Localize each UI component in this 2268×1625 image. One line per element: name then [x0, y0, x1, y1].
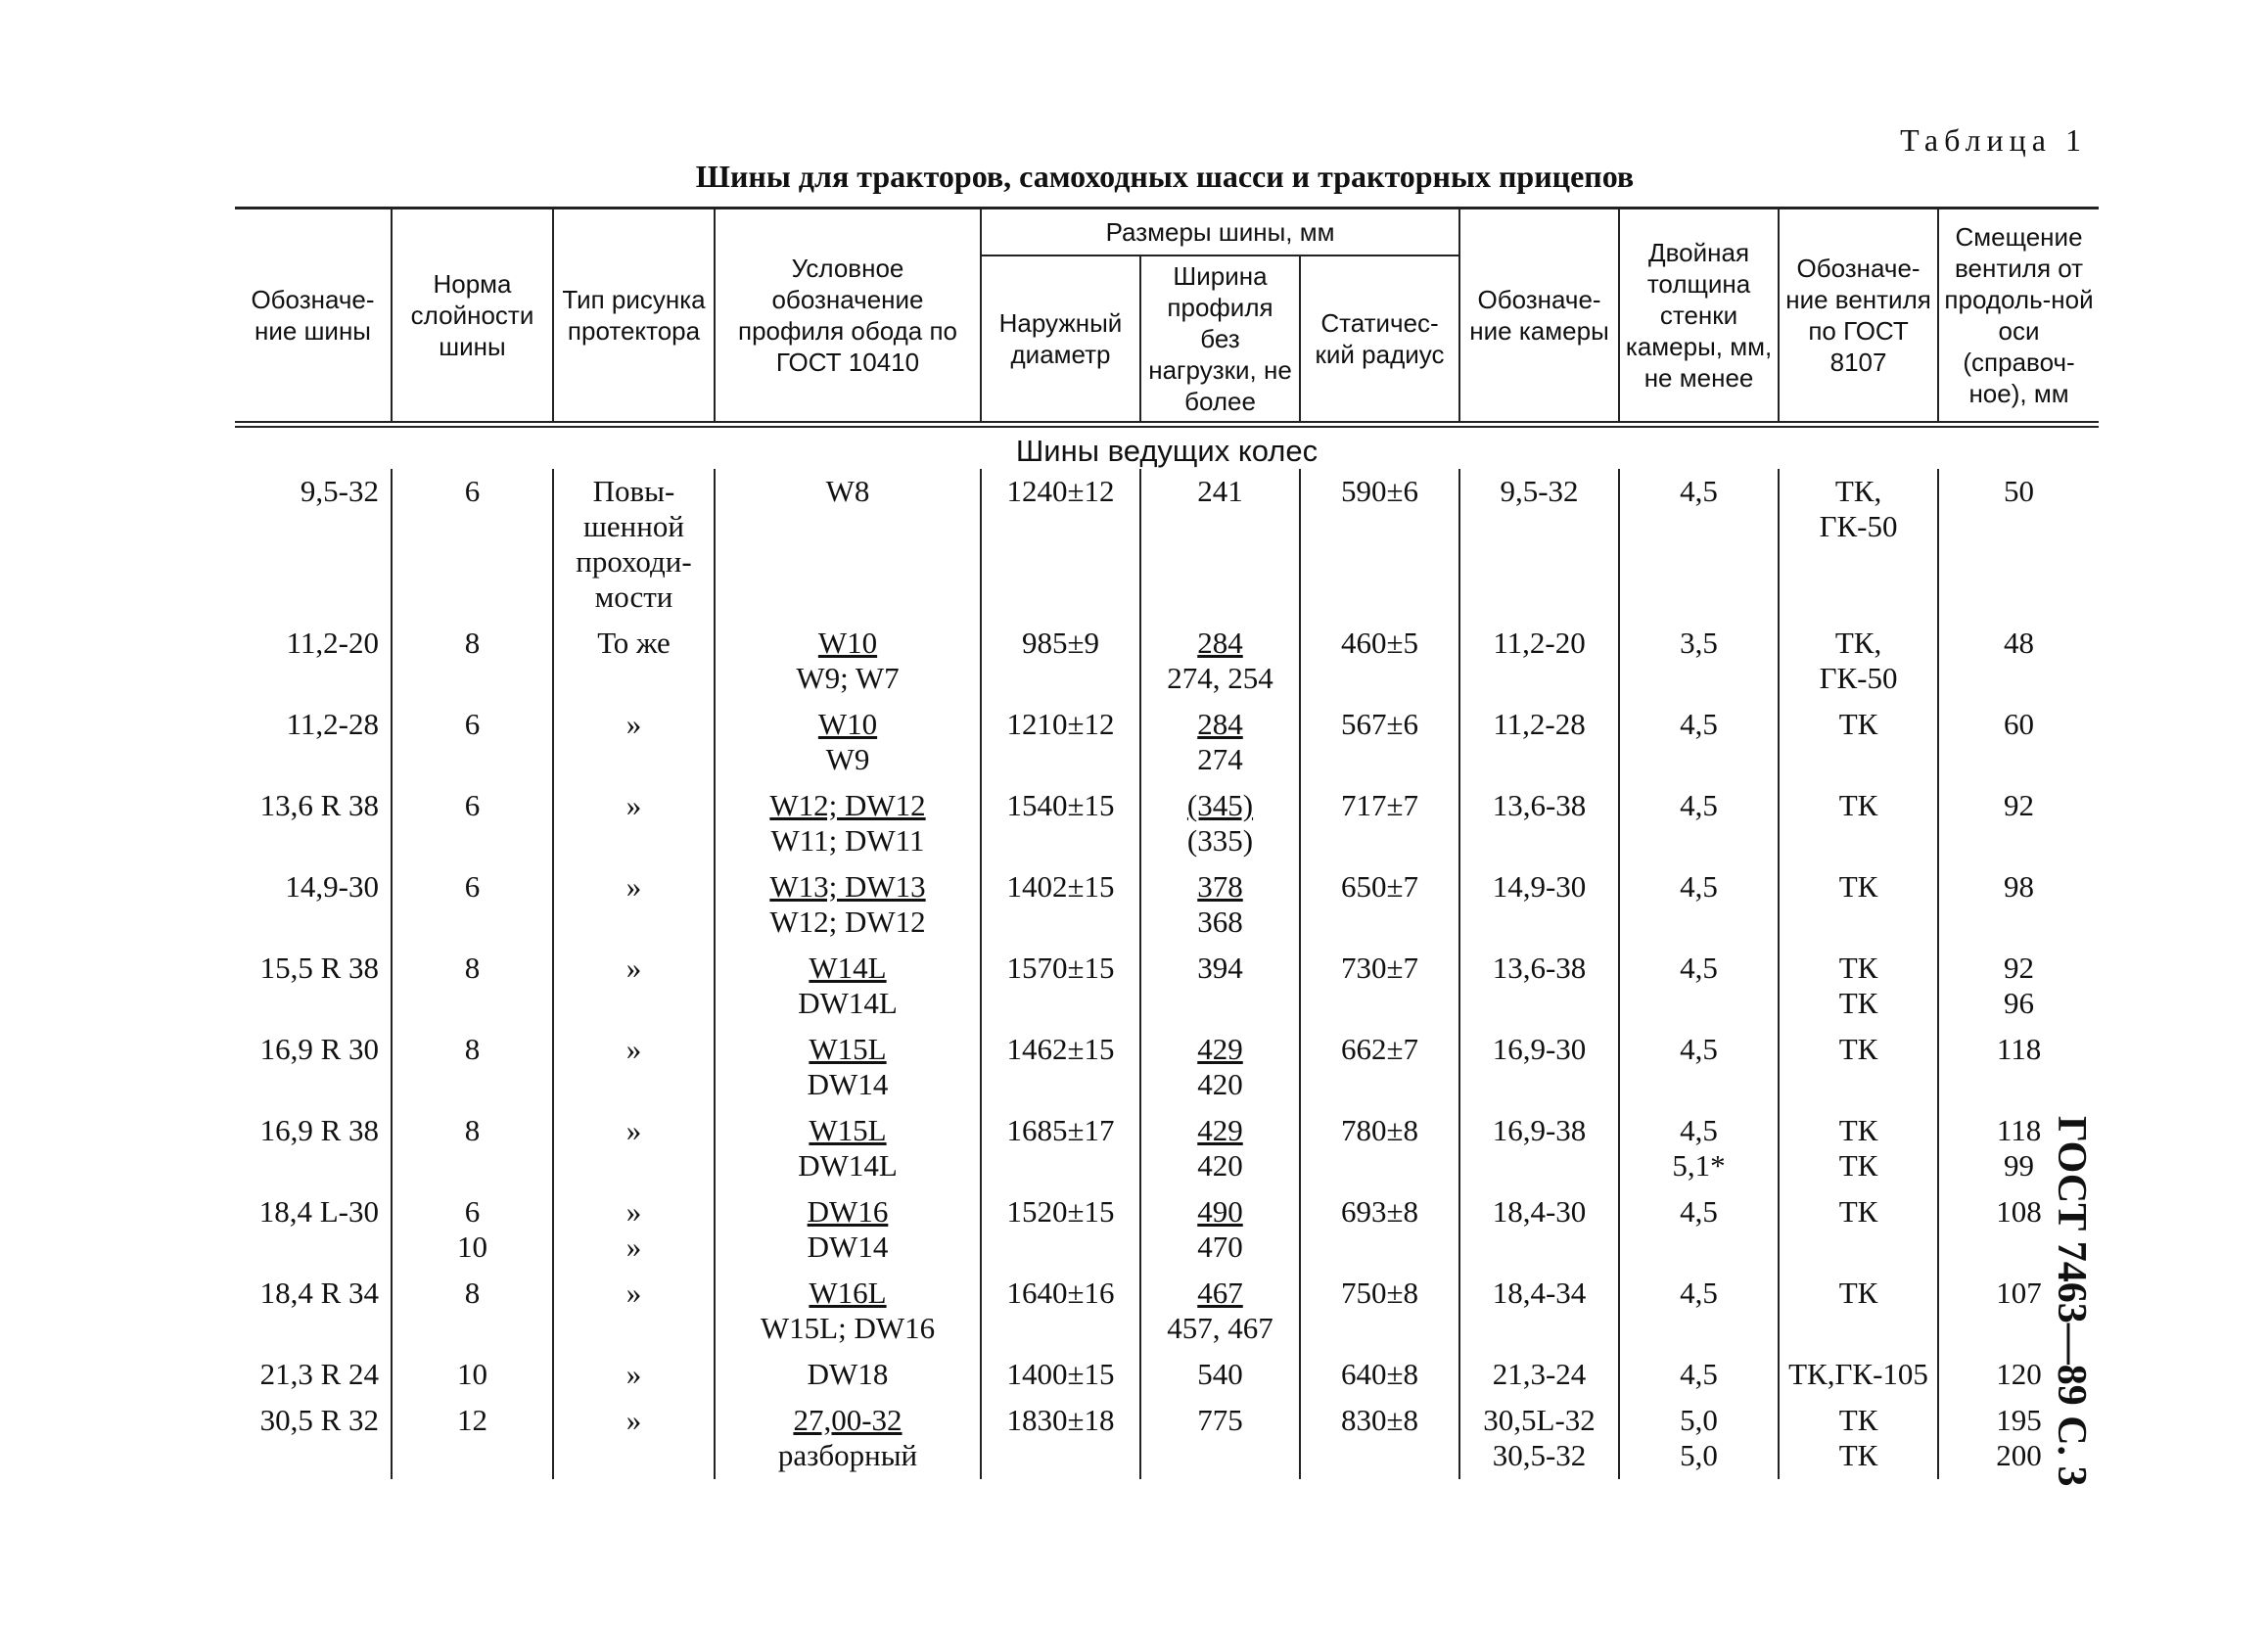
cell-section-width: [1140, 1352, 1300, 1398]
cell-outer-diameter: 1830±18: [981, 1398, 1140, 1479]
cell-tread-pattern-line: То же: [597, 626, 671, 660]
cell-ply-rating: [392, 1398, 553, 1479]
cell-valve-line: ТК: [1838, 788, 1878, 822]
cell-section-width-top: (345): [1186, 788, 1254, 822]
cell-outer-diameter: 1400±15: [981, 1352, 1140, 1398]
cell-rim-profile: [715, 1108, 981, 1189]
cell-valve-offset: [1938, 702, 2099, 783]
cell-rim-profile-top: W15L: [809, 1113, 887, 1147]
cell-tread-pattern-line: »: [625, 788, 642, 822]
cell-valve-offset-line: 96: [2004, 986, 2035, 1020]
cell-outer-diameter: 1462±15: [981, 1027, 1140, 1108]
cell-section-width-bottom: 457, 467: [1167, 1311, 1273, 1345]
cell-tread-pattern: [553, 702, 715, 783]
cell-valve-offset: [1938, 469, 2099, 621]
cell-tread-pattern-line: »: [625, 869, 642, 904]
cell-tube-line: 11,2-20: [1493, 626, 1586, 660]
cell-tread-pattern-line: »: [625, 1276, 642, 1310]
header-wall-thickness: Двойная толщина стенки камеры, мм, не менее: [1619, 209, 1779, 425]
cell-ply-rating: [392, 864, 553, 946]
cell-valve-line: ГК-50: [1819, 661, 1898, 695]
cell-tread-pattern-line: »: [625, 951, 642, 985]
cell-rim-profile: [715, 469, 981, 621]
table-row: [235, 1108, 2099, 1189]
cell-outer-diameter: 985±9: [981, 621, 1140, 702]
cell-valve: [1779, 864, 1938, 946]
cell-section-width: [1140, 783, 1300, 864]
cell-tire-designation: 21,3 R 24: [259, 1357, 379, 1391]
cell-section-width: [1140, 1398, 1300, 1479]
cell-rim-profile: [715, 1027, 981, 1108]
cell-static-radius: 460±5: [1300, 621, 1459, 702]
cell-tube-line: 16,9-38: [1492, 1113, 1587, 1147]
cell-section-width: [1140, 1271, 1300, 1352]
cell-valve: [1779, 621, 1938, 702]
cell-wall-thickness-line: 4,5: [1680, 1032, 1718, 1066]
cell-section-width-bottom: (335): [1186, 823, 1254, 858]
cell-wall-thickness-line: 4,5: [1680, 1113, 1718, 1147]
cell-outer-diameter: 1540±15: [981, 783, 1140, 864]
cell-static-radius: 780±8: [1300, 1108, 1459, 1189]
cell-ply-rating-line: 6: [464, 474, 481, 508]
cell-tire-designation: 30,5 R 32: [259, 1403, 379, 1437]
cell-rim-profile-bottom: W15L; DW16: [760, 1311, 936, 1345]
cell-valve: [1779, 1108, 1938, 1189]
cell-valve-offset-line: 118: [1996, 1113, 2042, 1147]
cell-tread-pattern-line: проходи-: [576, 544, 692, 579]
cell-valve-line: ТК: [1838, 986, 1878, 1020]
cell-wall-thickness-line: 4,5: [1680, 951, 1718, 985]
cell-tube: [1459, 864, 1619, 946]
cell-tread-pattern: [553, 1189, 715, 1271]
cell-section-width: [1140, 621, 1300, 702]
cell-outer-diameter: 1240±12: [981, 469, 1140, 621]
cell-static-radius: 650±7: [1300, 864, 1459, 946]
cell-wall-thickness-line: 4,5: [1680, 1276, 1718, 1310]
cell-rim-profile: [715, 621, 981, 702]
header-rim-profile: Условное обозначение профиля обода по ГОСТ 10410: [715, 209, 981, 425]
cell-tire-designation: 9,5-32: [300, 474, 379, 508]
cell-wall-thickness: [1619, 783, 1779, 864]
cell-ply-rating-line: 10: [457, 1230, 487, 1264]
cell-tread-pattern: [553, 621, 715, 702]
cell-tube: [1459, 946, 1619, 1027]
cell-rim-profile-bottom: DW14L: [798, 986, 898, 1020]
cell-valve-offset-line: 92: [2004, 788, 2035, 822]
cell-valve-line: ТК: [1838, 1148, 1878, 1183]
header-static-radius: Статичес-кий радиус: [1300, 255, 1459, 425]
cell-valve-offset-line: 98: [2004, 869, 2035, 904]
cell-tire-designation: 15,5 R 38: [259, 951, 379, 985]
cell-tube-line: 13,6-38: [1492, 788, 1587, 822]
cell-ply-rating: [392, 469, 553, 621]
cell-ply-rating: [392, 702, 553, 783]
cell-tube-line: 18,4-30: [1492, 1194, 1587, 1229]
cell-valve-offset: [1938, 946, 2099, 1027]
cell-section-width-top: 394: [1197, 951, 1243, 985]
cell-wall-thickness: [1619, 1271, 1779, 1352]
cell-section-width-top: 540: [1197, 1357, 1243, 1391]
cell-tread-pattern: [553, 1398, 715, 1479]
cell-wall-thickness: [1619, 864, 1779, 946]
cell-rim-profile: [715, 1189, 981, 1271]
cell-tube: [1459, 469, 1619, 621]
cell-ply-rating-line: 6: [464, 869, 481, 904]
cell-ply-rating-line: 8: [464, 626, 481, 660]
cell-tread-pattern-line: Повы-: [592, 474, 675, 508]
cell-section-width-top: 241: [1197, 474, 1243, 508]
cell-static-radius: 717±7: [1300, 783, 1459, 864]
table-row: [235, 783, 2099, 864]
table-row: [235, 1189, 2099, 1271]
cell-static-radius: 830±8: [1300, 1398, 1459, 1479]
cell-rim-profile-top: DW18: [807, 1357, 889, 1391]
cell-valve-line: ТК,ГК-105: [1788, 1357, 1928, 1391]
cell-section-width: [1140, 1108, 1300, 1189]
cell-tube: [1459, 1352, 1619, 1398]
cell-valve-offset: [1938, 1189, 2099, 1271]
cell-rim-profile: [715, 783, 981, 864]
cell-rim-profile: [715, 1398, 981, 1479]
cell-tube: [1459, 783, 1619, 864]
cell-rim-profile-top: 27,00-32: [793, 1403, 903, 1437]
table-label: Таблица 1: [1900, 122, 2087, 158]
cell-ply-rating-line: 6: [464, 1194, 481, 1229]
cell-section-width-bottom: 420: [1197, 1148, 1243, 1183]
cell-tube: [1459, 1027, 1619, 1108]
cell-section-width: [1140, 946, 1300, 1027]
cell-tread-pattern: [553, 1027, 715, 1108]
cell-tread-pattern: [553, 864, 715, 946]
cell-valve: [1779, 1352, 1938, 1398]
cell-section-width-bottom: 368: [1197, 905, 1243, 939]
table-row: [235, 621, 2099, 702]
cell-valve: [1779, 1398, 1938, 1479]
cell-tube-line: 30,5L-32: [1483, 1403, 1596, 1437]
cell-static-radius: 750±8: [1300, 1271, 1459, 1352]
cell-wall-thickness: [1619, 1189, 1779, 1271]
table-row: [235, 1027, 2099, 1108]
cell-valve-line: ТК: [1838, 1194, 1878, 1229]
cell-tread-pattern-line: »: [625, 1032, 642, 1066]
cell-valve-offset-line: 99: [2004, 1148, 2035, 1183]
cell-valve-offset-line: 195: [1996, 1403, 2042, 1437]
cell-valve-line: ТК: [1838, 1032, 1878, 1066]
cell-section-width-bottom: 274: [1197, 742, 1243, 776]
cell-static-radius: 730±7: [1300, 946, 1459, 1027]
cell-rim-profile-top: W12; DW12: [769, 788, 926, 822]
header-tread-pattern: Тип рисунка протектора: [553, 209, 715, 425]
cell-static-radius: 693±8: [1300, 1189, 1459, 1271]
cell-tire-designation: 14,9-30: [285, 869, 379, 904]
cell-rim-profile-bottom: DW14: [807, 1230, 889, 1264]
cell-tire-designation: 18,4 L-30: [258, 1194, 379, 1229]
cell-ply-rating-line: 8: [464, 1276, 481, 1310]
table-body: [235, 425, 2099, 1480]
cell-tread-pattern-line: »: [625, 1403, 642, 1437]
cell-rim-profile-bottom: W11; DW11: [770, 823, 925, 858]
cell-rim-profile-top: W13; DW13: [769, 869, 926, 904]
cell-wall-thickness: [1619, 946, 1779, 1027]
cell-section-width-bottom: 470: [1197, 1230, 1243, 1264]
cell-rim-profile: [715, 1271, 981, 1352]
cell-wall-thickness: [1619, 1027, 1779, 1108]
header-outer-diameter: Наружный диаметр: [981, 255, 1140, 425]
cell-tube: [1459, 621, 1619, 702]
cell-valve-offset-line: 60: [2004, 707, 2035, 741]
cell-ply-rating-line: 8: [464, 951, 481, 985]
cell-tread-pattern-line: »: [625, 1357, 642, 1391]
cell-wall-thickness-line: 4,5: [1680, 474, 1718, 508]
header-sizes-group: Размеры шины, мм: [981, 209, 1459, 256]
cell-rim-profile-bottom: разборный: [777, 1438, 918, 1472]
cell-tread-pattern: [553, 1271, 715, 1352]
cell-section-width-top: 429: [1197, 1032, 1243, 1066]
cell-ply-rating-line: 10: [457, 1357, 487, 1391]
cell-tube-line: 13,6-38: [1492, 951, 1587, 985]
cell-valve-line: ТК: [1838, 951, 1878, 985]
cell-tube-line: 16,9-30: [1492, 1032, 1587, 1066]
cell-static-radius: 640±8: [1300, 1352, 1459, 1398]
cell-valve: [1779, 1189, 1938, 1271]
cell-valve-line: ТК: [1838, 1113, 1878, 1147]
cell-ply-rating-line: 6: [464, 707, 481, 741]
cell-valve-offset-line: 108: [1996, 1194, 2042, 1229]
cell-ply-rating: [392, 1189, 553, 1271]
cell-valve: [1779, 1271, 1938, 1352]
cell-tube: [1459, 702, 1619, 783]
cell-tread-pattern-line: »: [625, 1230, 642, 1264]
cell-valve-offset-line: 107: [1996, 1276, 2042, 1310]
cell-tire-designation: 18,4 R 34: [259, 1276, 379, 1310]
cell-tread-pattern: [553, 1108, 715, 1189]
cell-valve: [1779, 1027, 1938, 1108]
cell-valve: [1779, 946, 1938, 1027]
cell-wall-thickness-line: 5,0: [1680, 1438, 1718, 1472]
cell-tube-line: 21,3-24: [1492, 1357, 1587, 1391]
cell-ply-rating: [392, 946, 553, 1027]
cell-ply-rating: [392, 1352, 553, 1398]
cell-ply-rating: [392, 1027, 553, 1108]
cell-valve-line: ТК: [1838, 707, 1878, 741]
cell-valve-offset-line: 118: [1996, 1032, 2042, 1066]
table-title: Шины для тракторов, самоходных шасси и тракторных прицепов: [695, 159, 1635, 194]
cell-section-width: [1140, 702, 1300, 783]
cell-ply-rating-line: 8: [464, 1113, 481, 1147]
cell-ply-rating-line: 12: [457, 1403, 487, 1437]
cell-valve-offset: [1938, 621, 2099, 702]
cell-valve-line: ТК: [1838, 1276, 1878, 1310]
cell-outer-diameter: 1520±15: [981, 1189, 1140, 1271]
cell-valve-offset-line: 200: [1996, 1438, 2042, 1472]
cell-valve: [1779, 702, 1938, 783]
cell-section-width: [1140, 1027, 1300, 1108]
cell-valve-line: ТК,: [1834, 474, 1882, 508]
cell-tube: [1459, 1108, 1619, 1189]
cell-wall-thickness: [1619, 1108, 1779, 1189]
cell-valve-offset-line: 120: [1996, 1357, 2042, 1391]
cell-tire-designation: 11,2-20: [286, 626, 379, 660]
header-valve: Обозначе-ние вентиля по ГОСТ 8107: [1779, 209, 1938, 425]
cell-wall-thickness-line: 4,5: [1680, 1357, 1718, 1391]
cell-rim-profile-bottom: DW14L: [798, 1148, 898, 1183]
cell-tread-pattern-line: »: [625, 1113, 642, 1147]
cell-valve: [1779, 469, 1938, 621]
cell-wall-thickness-line: 3,5: [1680, 626, 1718, 660]
table-row: [235, 469, 2099, 621]
cell-wall-thickness-line: 5,1*: [1672, 1148, 1726, 1183]
cell-valve-offset: [1938, 1271, 2099, 1352]
table-row: [235, 702, 2099, 783]
cell-rim-profile-top: W14L: [809, 951, 887, 985]
cell-static-radius: 567±6: [1300, 702, 1459, 783]
side-page-label: ГОСТ 7463—89 С. 3: [2049, 1116, 2094, 1487]
cell-wall-thickness-line: 5,0: [1680, 1403, 1718, 1437]
cell-section-width-top: 429: [1197, 1113, 1243, 1147]
cell-tire-designation: 16,9 R 38: [259, 1113, 379, 1147]
cell-tire-designation: 13,6 R 38: [259, 788, 379, 822]
cell-tube: [1459, 1271, 1619, 1352]
cell-rim-profile-top: DW16: [807, 1194, 889, 1229]
cell-wall-thickness-line: 4,5: [1680, 788, 1718, 822]
table-row: [235, 946, 2099, 1027]
cell-rim-profile-bottom: DW14: [807, 1067, 889, 1101]
header-section-width: Ширина профиля без нагрузки, не более: [1140, 255, 1300, 425]
header-valve-offset: Смещение вентиля от продоль-ной оси (справоч-ное), мм: [1938, 209, 2099, 425]
cell-valve-line: ГК-50: [1819, 509, 1898, 543]
cell-ply-rating-line: 6: [464, 788, 481, 822]
cell-wall-thickness-line: 4,5: [1680, 1194, 1718, 1229]
cell-wall-thickness: [1619, 469, 1779, 621]
cell-ply-rating-line: 8: [464, 1032, 481, 1066]
cell-tread-pattern: [553, 469, 715, 621]
table-row: [235, 1271, 2099, 1352]
cell-rim-profile-top: W16L: [809, 1276, 887, 1310]
cell-tube-line: 9,5-32: [1500, 474, 1579, 508]
header-ply-rating: Норма слойности шины: [392, 209, 553, 425]
cell-tire-designation: 11,2-28: [286, 707, 379, 741]
cell-ply-rating: [392, 1108, 553, 1189]
cell-rim-profile: [715, 946, 981, 1027]
cell-section-width-top: 284: [1197, 626, 1243, 660]
cell-outer-diameter: 1210±12: [981, 702, 1140, 783]
cell-static-radius: 590±6: [1300, 469, 1459, 621]
cell-tread-pattern-line: мости: [594, 580, 673, 614]
cell-tread-pattern-line: »: [625, 1194, 642, 1229]
cell-rim-profile-bottom: W12; DW12: [769, 905, 926, 939]
table-row: [235, 1398, 2099, 1479]
cell-section-width-top: 490: [1197, 1194, 1243, 1229]
cell-valve-offset: [1938, 1398, 2099, 1479]
cell-section-width-top: 284: [1197, 707, 1243, 741]
cell-section-width-top: 775: [1197, 1403, 1243, 1437]
cell-tread-pattern: [553, 783, 715, 864]
cell-wall-thickness: [1619, 1352, 1779, 1398]
cell-valve-offset-line: 50: [2004, 474, 2035, 508]
cell-wall-thickness-line: 4,5: [1680, 707, 1718, 741]
cell-ply-rating: [392, 783, 553, 864]
cell-rim-profile-bottom: W9; W7: [796, 661, 900, 695]
cell-outer-diameter: 1402±15: [981, 864, 1140, 946]
cell-tread-pattern-line: »: [625, 707, 642, 741]
cell-valve-offset: [1938, 1027, 2099, 1108]
cell-section-width: [1140, 469, 1300, 621]
cell-tread-pattern-line: шенной: [583, 509, 684, 543]
cell-rim-profile-top: W15L: [809, 1032, 887, 1066]
cell-tire-designation: 16,9 R 30: [259, 1032, 379, 1066]
cell-rim-profile-top: W8: [825, 474, 870, 508]
cell-tube: [1459, 1398, 1619, 1479]
cell-rim-profile: [715, 1352, 981, 1398]
cell-outer-diameter: 1685±17: [981, 1108, 1140, 1189]
cell-valve-offset-line: 48: [2004, 626, 2035, 660]
cell-valve-offset: [1938, 1108, 2099, 1189]
cell-tube-line: 11,2-28: [1493, 707, 1586, 741]
cell-valve-line: ТК: [1838, 1403, 1878, 1437]
table-row: [235, 864, 2099, 946]
cell-valve-offset-line: 92: [2004, 951, 2035, 985]
table-row: [235, 1352, 2099, 1398]
cell-valve-line: ТК,: [1834, 626, 1882, 660]
cell-tube: [1459, 1189, 1619, 1271]
cell-tread-pattern: [553, 1352, 715, 1398]
cell-valve-offset: [1938, 1352, 2099, 1398]
cell-tube-line: 14,9-30: [1492, 869, 1587, 904]
cell-rim-profile: [715, 702, 981, 783]
cell-valve-offset: [1938, 783, 2099, 864]
cell-valve-line: ТК: [1838, 869, 1878, 904]
section-title: Шины ведущих колес: [1015, 434, 1319, 468]
cell-valve: [1779, 783, 1938, 864]
cell-wall-thickness-line: 4,5: [1680, 869, 1718, 904]
cell-tube-line: 18,4-34: [1492, 1276, 1587, 1310]
cell-section-width: [1140, 864, 1300, 946]
cell-wall-thickness: [1619, 702, 1779, 783]
cell-valve-offset: [1938, 864, 2099, 946]
cell-wall-thickness: [1619, 1398, 1779, 1479]
cell-rim-profile: [715, 864, 981, 946]
header-tube: Обозначе-ние камеры: [1459, 209, 1619, 425]
cell-wall-thickness: [1619, 621, 1779, 702]
cell-rim-profile-top: W10: [817, 626, 878, 660]
cell-rim-profile-bottom: W9: [825, 742, 870, 776]
cell-section-width-top: 378: [1197, 869, 1243, 904]
cell-outer-diameter: 1570±15: [981, 946, 1140, 1027]
cell-rim-profile-top: W10: [817, 707, 878, 741]
tire-spec-table: [235, 207, 2099, 1479]
cell-section-width-bottom: 420: [1197, 1067, 1243, 1101]
cell-tube-line: 30,5-32: [1492, 1438, 1587, 1472]
cell-section-width-bottom: 274, 254: [1167, 661, 1273, 695]
cell-outer-diameter: 1640±16: [981, 1271, 1140, 1352]
cell-tread-pattern: [553, 946, 715, 1027]
cell-ply-rating: [392, 621, 553, 702]
header-designation: Обозначе-ние шины: [235, 209, 392, 425]
cell-static-radius: 662±7: [1300, 1027, 1459, 1108]
cell-ply-rating: [392, 1271, 553, 1352]
cell-section-width-top: 467: [1197, 1276, 1243, 1310]
cell-section-width: [1140, 1189, 1300, 1271]
cell-valve-line: ТК: [1838, 1438, 1878, 1472]
